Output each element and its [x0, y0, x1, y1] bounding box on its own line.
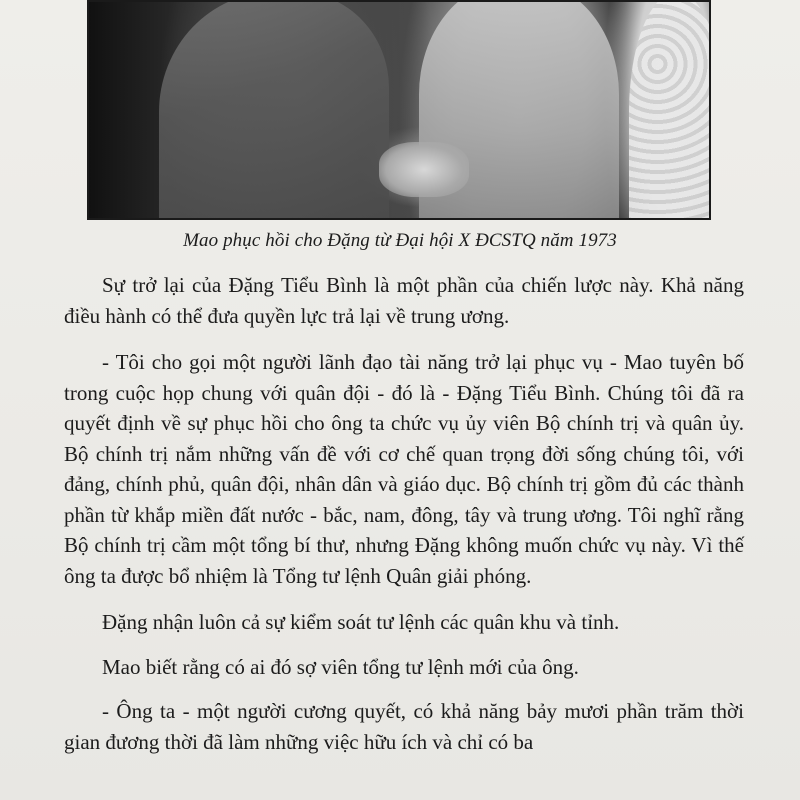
paragraph: Mao biết rằng có ai đó sợ viên tổng tư lệnh mới của ông. [102, 654, 579, 679]
body-text [64, 270, 744, 773]
paragraph: - Ông ta - một người cương quyết, có khả năng bảy mươi phần trăm thời gian đương thời đã làm những việc hữu ích và chỉ có ba [64, 699, 744, 754]
photo-figure-left [159, 0, 389, 220]
paragraph: Đặng nhận luôn cả sự kiểm soát tư lệnh các quân khu và tỉnh. [102, 610, 620, 634]
photo-figure-right [629, 0, 711, 220]
paragraph: Sự trở lại của Đặng Tiểu Bình là một phần của chiến lược này. Khả năng điều hành có thể đưa quyền lực trả lại về trung ương. [64, 273, 744, 328]
photo-handshake [379, 142, 469, 197]
photo-caption: Mao phục hồi cho Đặng từ Đại hội X ĐCSTQ năm 1973 [183, 230, 617, 251]
historical-photo [87, 0, 711, 220]
paragraph: - Tôi cho gọi một người lãnh đạo tài năng trở lại phục vụ - Mao tuyên bố trong cuộc họp chung với quân đội - đó là - Đặng Tiểu Bình. Chúng tôi đã ra quyết định về sự phục hồi cho ông ta chức vụ ủy viên Bộ chính trị và quân ủy. Bộ chính trị nắm những vấn đề với cơ chế quan trọng đời sống chúng tôi, với đảng, chính phủ, quân đội, nhân dân và giáo dục. Bộ chính trị gồm đủ các thành phần từ khắp miền đất nước - bắc, nam, đông, tây và trung ương. Tôi nghĩ rằng Bộ chính trị cầm một tổng bí thư, nhưng Đặng không muốn chức vụ này. Vì thế ông ta được bổ nhiệm là Tổng tư lệnh Quân giải phóng. [64, 350, 744, 588]
